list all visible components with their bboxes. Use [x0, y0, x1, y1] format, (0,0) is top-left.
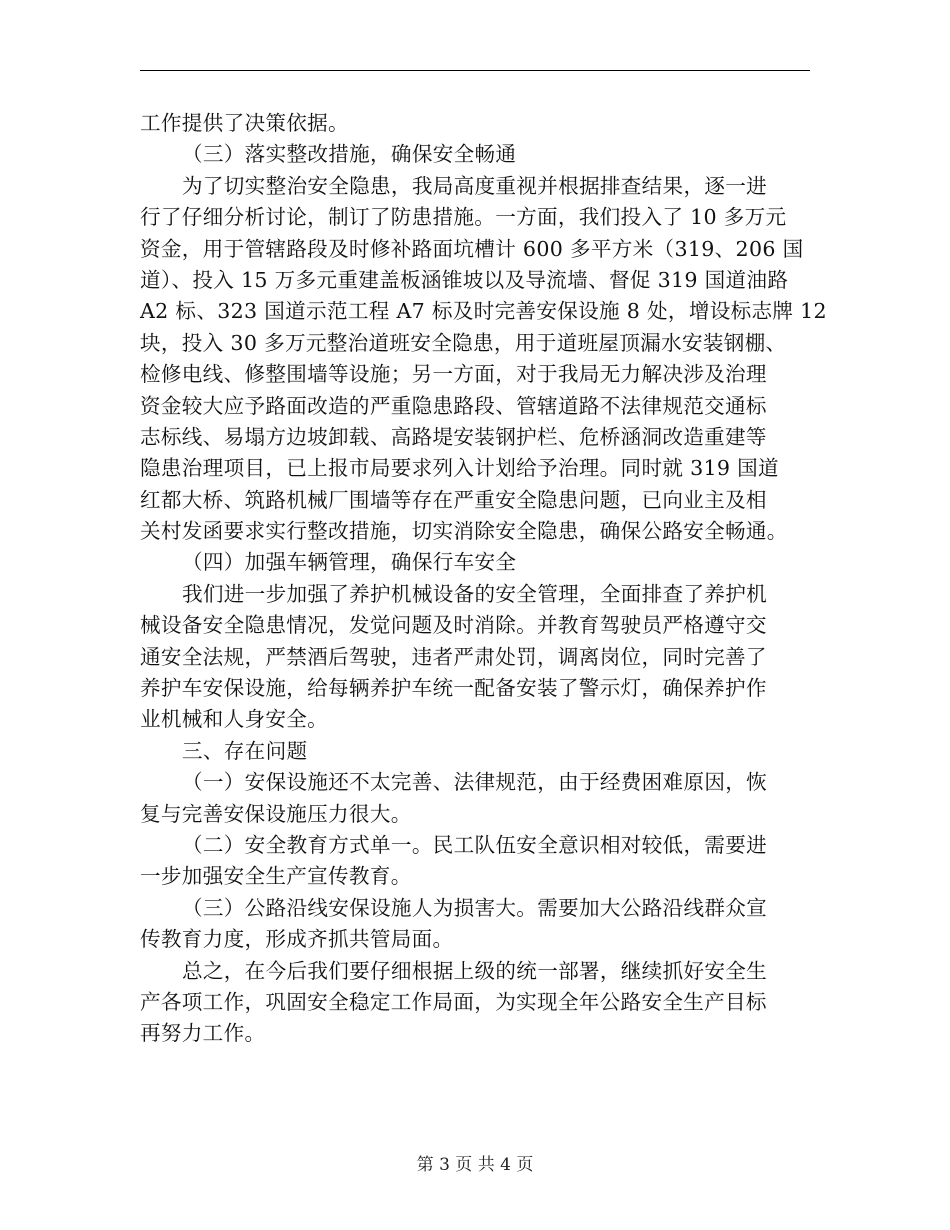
paragraph-line: 志标线、易塌方边坡卸载、高路堤安装钢护栏、危桥涵洞改造重建等 [140, 424, 767, 449]
page-number-footer: 第 3 页 共 4 页 [416, 1155, 534, 1175]
paragraph-line: 一步加强安全生产宣传教育。 [140, 864, 412, 889]
paragraph-line: 复与完善安保设施压力很大。 [140, 801, 412, 826]
paragraph-line: （二）安全教育方式单一。民工队伍安全意识相对较低，需要进 [182, 832, 768, 857]
paragraph-line: 道）、投入 15 万多元重建盖板涵锥坡以及导流墙、督促 319 国道油路 [140, 267, 789, 292]
paragraph-line: 工作提供了决策依据。 [140, 111, 349, 135]
paragraph-line: （三）公路沿线安保设施人为损害大。需要加大公路沿线群众宣 [182, 895, 768, 920]
paragraph-line: 红都大桥、筑路机械厂围墙等存在严重安全隐患问题，已向业主及相 [140, 487, 767, 512]
paragraph-line: 我们进一步加强了养护机械设备的安全管理，全面排查了养护机 [182, 581, 768, 606]
paragraph-line: 为了切实整治安全隐患，我局高度重视并根据排查结果，逐一进 [182, 173, 768, 198]
paragraph-line: 资金较大应予路面改造的严重隐患路段、管辖道路不法律规范交通标 [140, 393, 767, 418]
document-body [140, 108, 827, 1050]
paragraph-line: 业机械和人身安全。 [140, 707, 329, 732]
paragraph-line: 块，投入 30 多万元整治道班安全隐患，用于道班屋顶漏水安装钢棚、 [140, 330, 787, 355]
paragraph-line: 传教育力度，形成齐抓共管局面。 [140, 927, 454, 952]
paragraph-line: 检修电线、修整围墙等设施；另一方面，对于我局无力解决涉及治理 [140, 362, 767, 387]
paragraph-line: 产各项工作，巩固安全稳定工作局面，为实现全年公路安全生产目标 [140, 989, 767, 1014]
paragraph-line: A2 标、323 国道示范工程 A7 标及时完善安保设施 8 处，增设标志牌 12 [140, 299, 827, 324]
paragraph-line: 械设备安全隐患情况，发觉问题及时消除。并教育驾驶员严格遵守交 [140, 613, 767, 638]
paragraph-line: 三、存在问题 [182, 738, 308, 763]
paragraph-line: （三）落实整改措施，确保安全畅通 [182, 142, 517, 167]
paragraph-line: 关村发函要求实行整改措施，切实消除安全隐患，确保公路安全畅通。 [140, 519, 788, 544]
paragraph-line: 再努力工作。 [140, 1021, 266, 1046]
paragraph-line: 通安全法规，严禁酒后驾驶，违者严肃处罚，调离岗位，同时完善了 [140, 644, 767, 669]
paragraph-line: （一）安保设施还不太完善、法律规范，由于经费困难原因，恢 [182, 770, 768, 795]
paragraph-line: （四）加强车辆管理，确保行车安全 [182, 550, 517, 575]
paragraph-line: 资金，用于管辖路段及时修补路面坑槽计 600 多平方米（319、206 国 [140, 236, 804, 261]
header-rule [140, 70, 810, 71]
paragraph-line: 隐患治理项目，已上报市局要求列入计划给予治理。同时就 319 国道 [140, 456, 779, 481]
paragraph-line: 行了仔细分析讨论，制订了防患措施。一方面，我们投入了 10 多万元 [140, 205, 787, 230]
paragraph-line: 总之，在今后我们要仔细根据上级的统一部署，继续抓好安全生 [182, 958, 768, 983]
paragraph-line: 养护车安保设施，给每辆养护车统一配备安装了警示灯，确保养护作 [140, 676, 767, 701]
